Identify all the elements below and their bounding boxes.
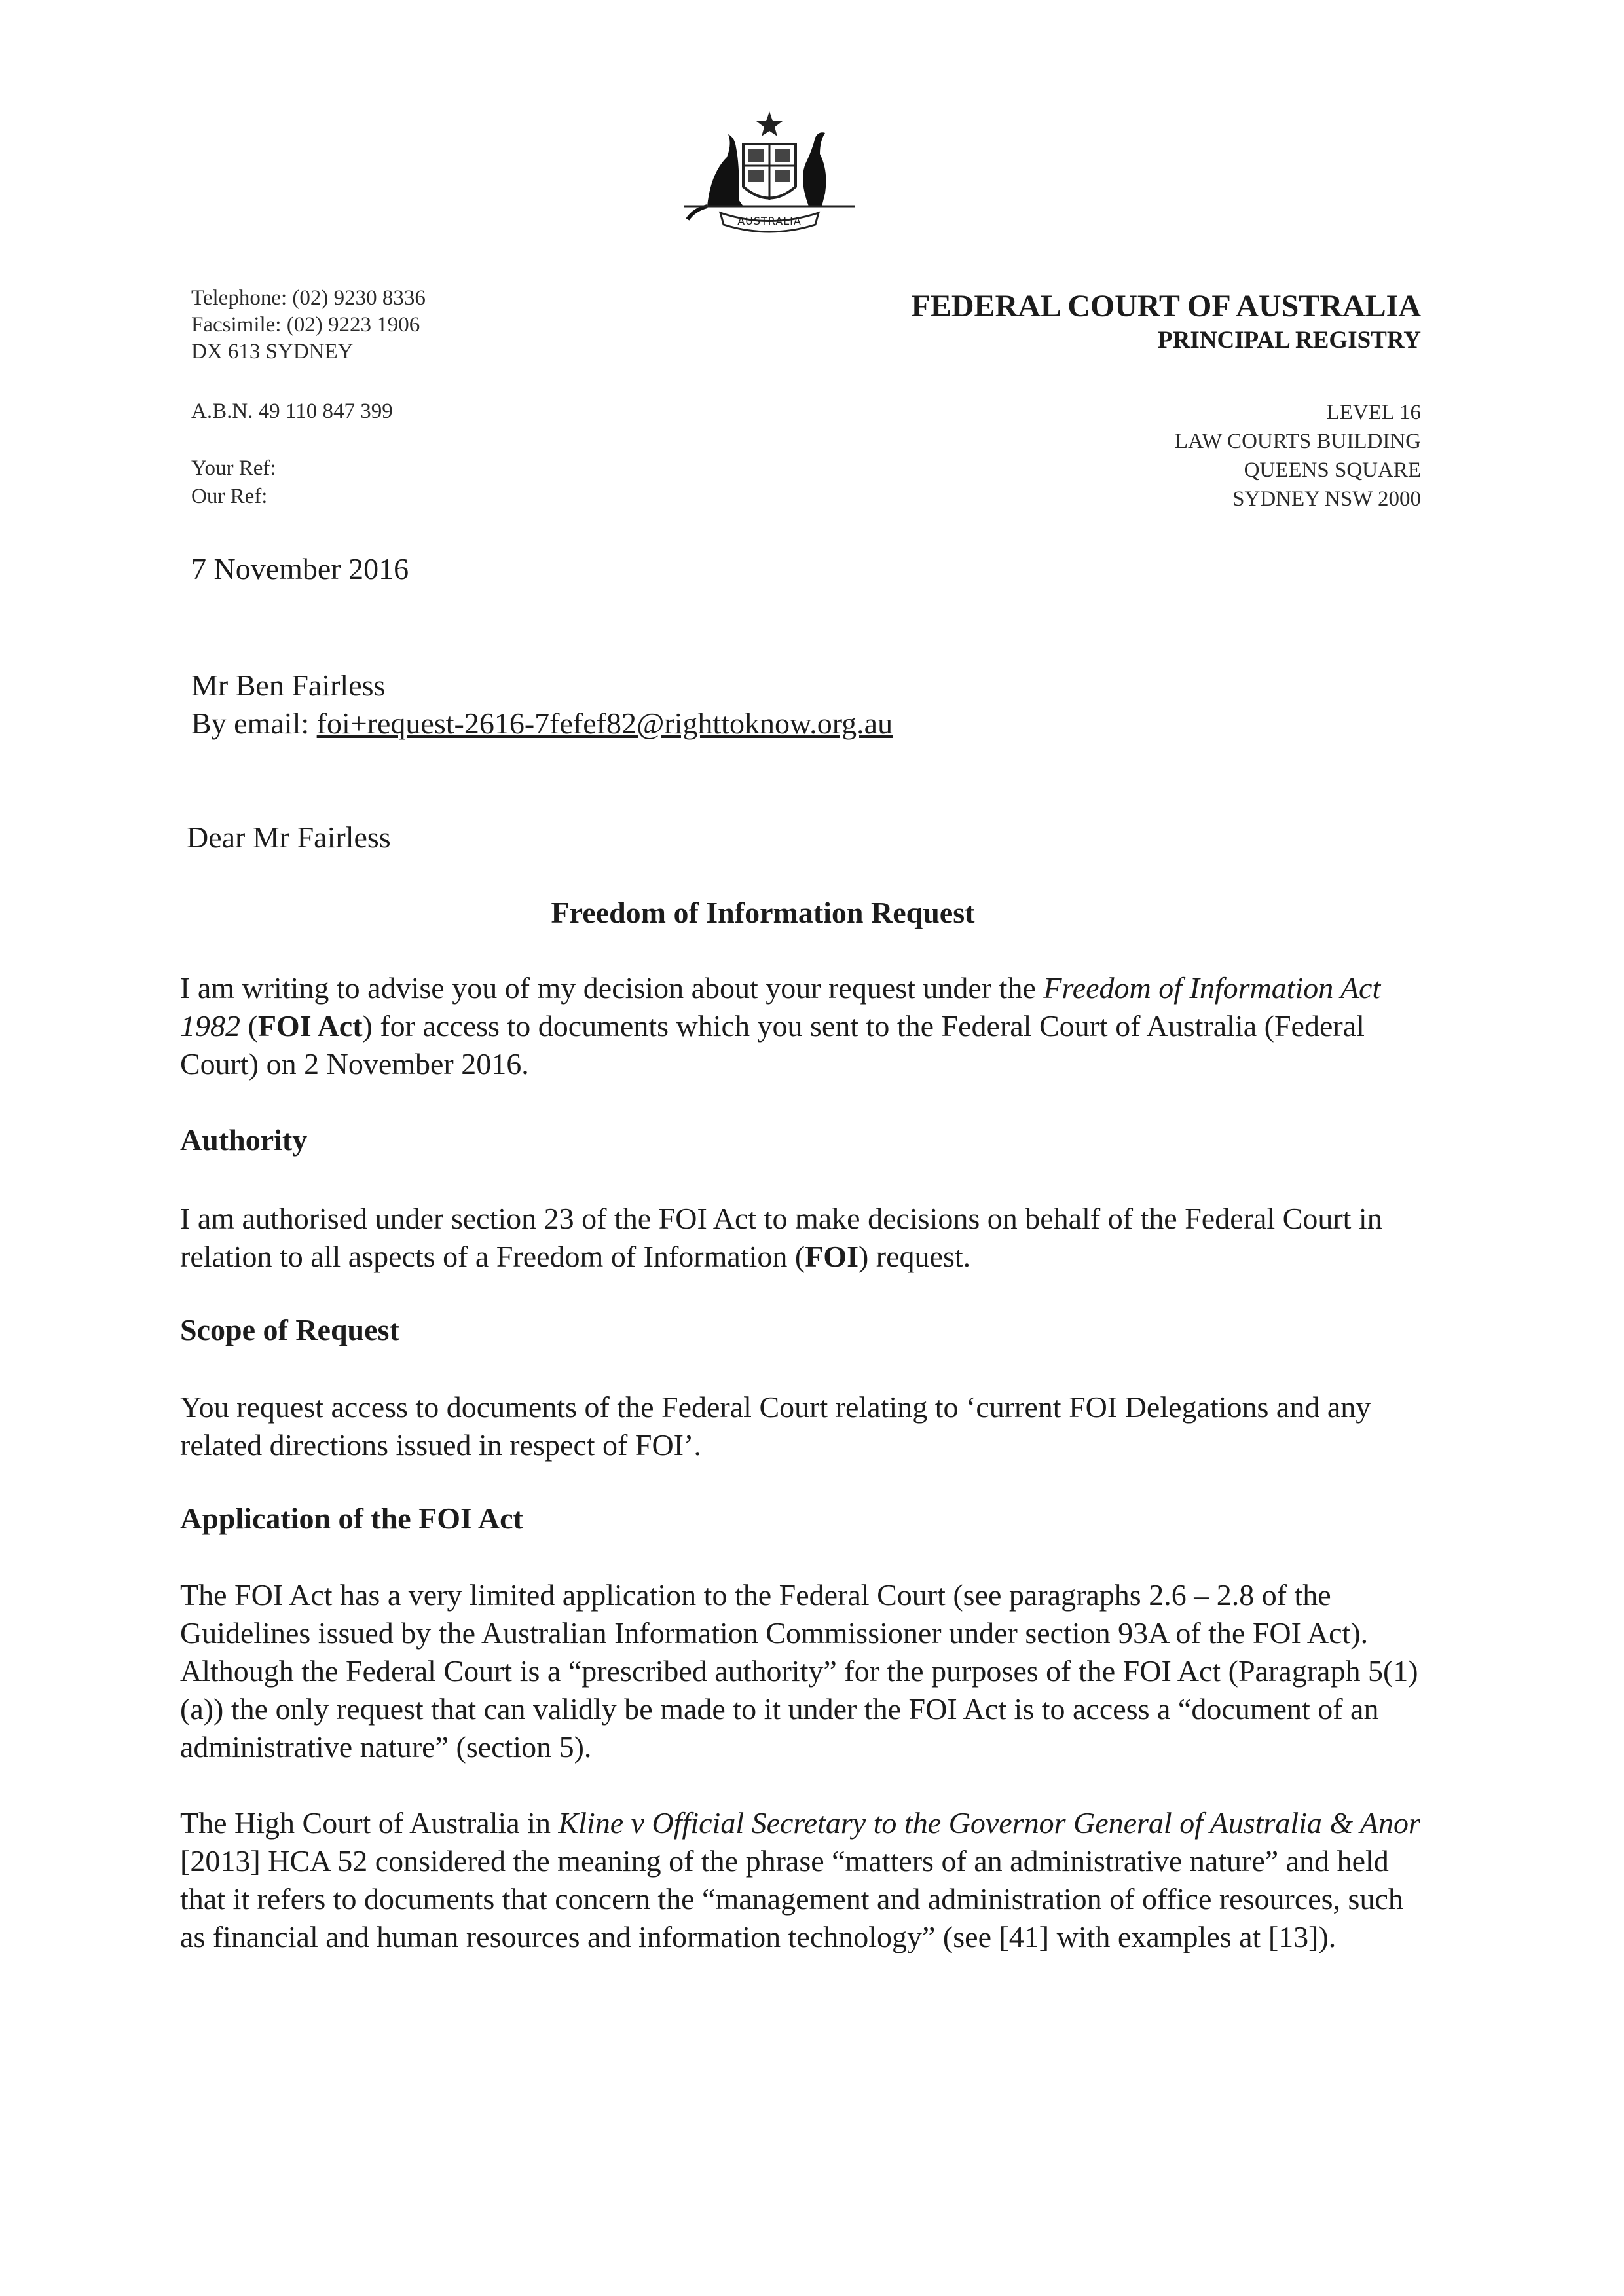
foi-abbrev: FOI: [805, 1240, 858, 1273]
letter-date: 7 November 2016: [191, 552, 409, 585]
authority-text: I am authorised under section 23 of the FOI Act to make decisions on behalf of the Federal Court in relation to all aspects of a Freedom of Information (: [180, 1202, 1382, 1273]
scope-paragraph: You request access to documents of the Federal Court relating to ‘current FOI Delegations and any related directions issued in respect of FOI’.: [180, 1390, 1371, 1462]
email-link[interactable]: foi+request-2616-7fefef82@righttoknow.org.au: [316, 707, 893, 740]
foi-act-abbrev: FOI Act: [257, 1009, 363, 1043]
court-name: FEDERAL COURT OF AUSTRALIA: [911, 289, 1421, 324]
address-line: QUEENS SQUARE: [1244, 458, 1421, 482]
dx-number: DX 613 SYDNEY: [191, 340, 354, 363]
intro-text: (: [240, 1009, 258, 1043]
address-line: SYDNEY NSW 2000: [1232, 487, 1421, 511]
telephone: Telephone: (02) 9230 8336: [191, 286, 426, 310]
contact-block: [191, 285, 426, 365]
high-court-text: [2013] HCA 52 considered the meaning of the phrase “matters of an administrative nature” and held that it refers to documents that concern the “management and administration of office resources, such as financial and human resources and information technology” (see [41] with examples at [13]).: [180, 1844, 1403, 1953]
court-address: [1175, 398, 1421, 513]
authority-text: ) request.: [858, 1240, 971, 1273]
address-line: LAW COURTS BUILDING: [1174, 430, 1421, 453]
application-paragraph: The FOI Act has a very limited application to the Federal Court (see paragraphs 2.6 – 2.8 of the Guidelines issued by the Australian Information Commissioner under section 93A of the FOI Act). Although the Federal Court is a “prescribed authority” for the purposes of the FOI Act (Paragraph 5(1)(a)) the only request that can validly be made to it under the FOI Act is to access a “document of an administrative nature” (section 5).: [180, 1578, 1418, 1764]
our-ref: Our Ref:: [191, 485, 268, 508]
authority-paragraph: [180, 1200, 1424, 1276]
authority-heading: Authority: [180, 1123, 308, 1157]
recipient-name: Mr Ben Fairless: [191, 669, 386, 702]
recipient-block: [191, 667, 1435, 743]
subject-heading: Freedom of Information Request: [551, 896, 975, 929]
abn: A.B.N. 49 110 847 399: [191, 399, 393, 423]
registry-name: PRINCIPAL REGISTRY: [1158, 327, 1421, 354]
recipient-email-line: [191, 705, 1435, 743]
salutation: Dear Mr Fairless: [187, 821, 391, 854]
intro-text: ) for access to documents which you sent to the Federal Court of Australia (Federal Court) on 2 November 2016.: [180, 1009, 1365, 1081]
high-court-text: The High Court of Australia in: [180, 1806, 559, 1840]
intro-text: I am writing to advise you of my decision about your request under the: [180, 971, 1044, 1005]
coat-of-arms-logo: [681, 108, 858, 239]
facsimile: Facsimile: (02) 9223 1906: [191, 313, 420, 337]
your-ref: Your Ref:: [191, 456, 276, 480]
intro-paragraph: [180, 969, 1424, 1083]
application-heading: Application of the FOI Act: [180, 1502, 523, 1535]
crest-motto: AUSTRALIA: [737, 215, 802, 227]
case-name: Kline v Official Secretary to the Governor General of Australia & Anor: [558, 1806, 1420, 1840]
scope-heading: Scope of Request: [180, 1313, 399, 1346]
address-line: LEVEL 16: [1326, 401, 1421, 424]
act-title: Freedom of Information Act 1982: [180, 971, 1381, 1043]
email-label: By email:: [191, 707, 317, 740]
high-court-paragraph: [180, 1804, 1424, 1956]
